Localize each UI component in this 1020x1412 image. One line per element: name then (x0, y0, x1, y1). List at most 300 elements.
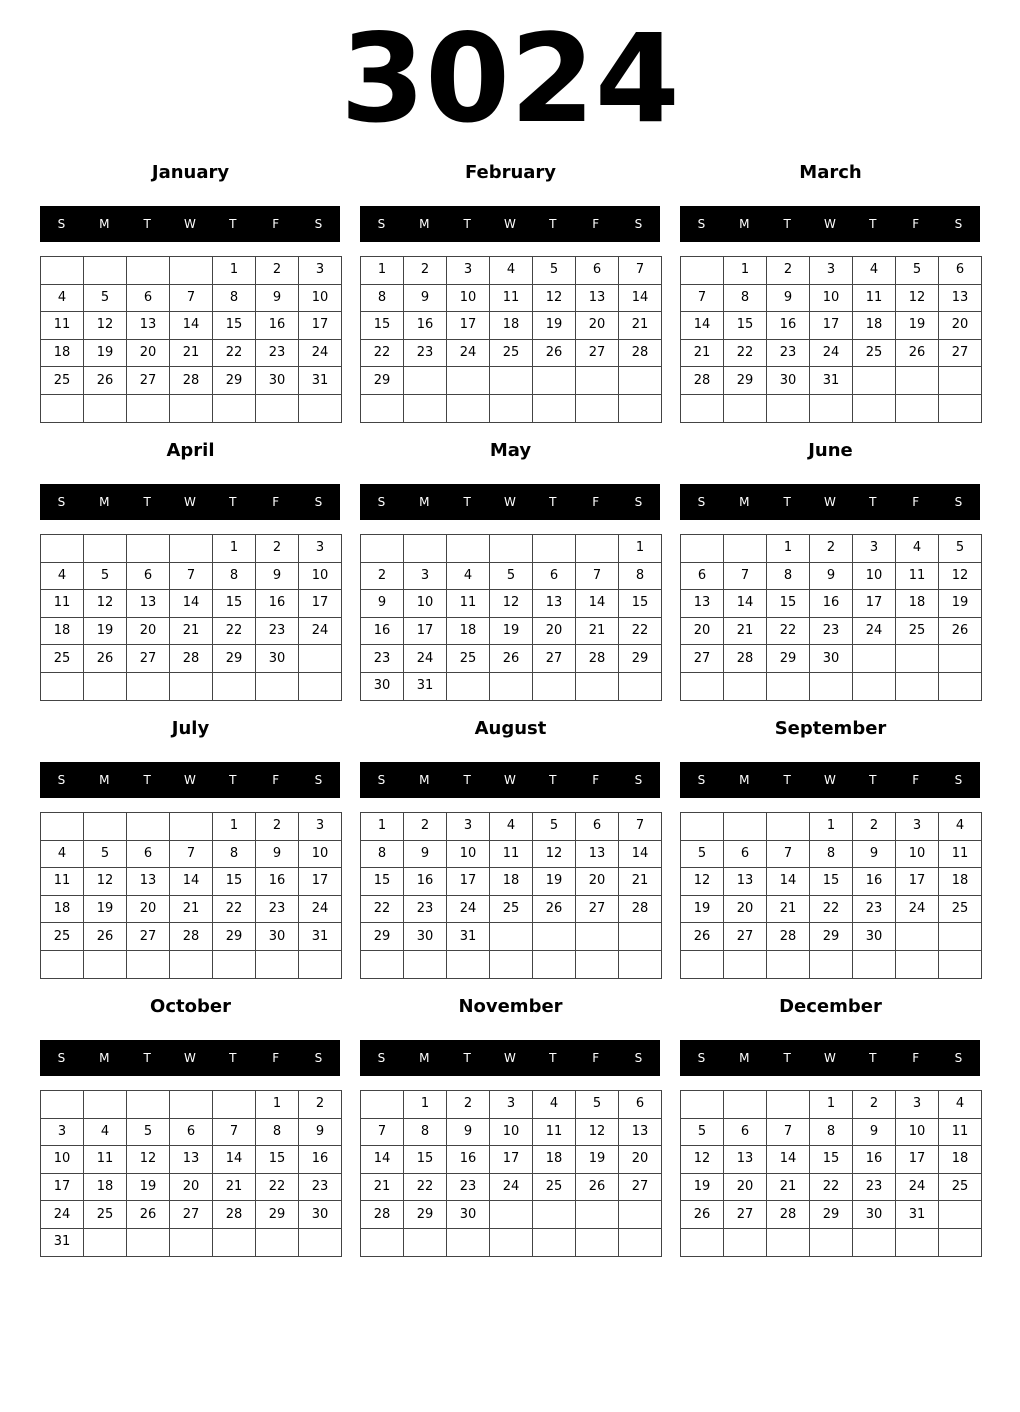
empty-cell (939, 1228, 982, 1256)
week-row (41, 923, 342, 951)
week-row (681, 617, 982, 645)
day-cell: 3 (447, 813, 490, 841)
week-row (361, 394, 662, 422)
week-row (41, 257, 342, 285)
weekday-header (40, 206, 340, 242)
day-cell: 17 (41, 1173, 84, 1201)
day-cell: 10 (41, 1146, 84, 1174)
week-row (361, 813, 662, 841)
day-cell: 22 (767, 617, 810, 645)
day-cell: 27 (619, 1173, 662, 1201)
day-cell: 4 (447, 562, 490, 590)
day-cell: 24 (853, 617, 896, 645)
empty-cell (404, 950, 447, 978)
weekday-label: F (912, 1051, 920, 1065)
day-cell: 5 (576, 1091, 619, 1119)
day-cell: 16 (853, 1146, 896, 1174)
empty-cell (853, 394, 896, 422)
day-cell: 3 (896, 813, 939, 841)
empty-cell (767, 394, 810, 422)
empty-cell (256, 950, 299, 978)
day-cell: 28 (767, 923, 810, 951)
day-cell: 16 (256, 590, 299, 618)
day-cell: 11 (41, 590, 84, 618)
empty-cell (896, 645, 939, 673)
week-row (361, 312, 662, 340)
day-cell: 19 (576, 1146, 619, 1174)
day-cell: 24 (299, 339, 342, 367)
day-cell: 29 (361, 923, 404, 951)
day-cell: 25 (533, 1173, 576, 1201)
day-cell: 29 (213, 367, 256, 395)
empty-cell (447, 672, 490, 700)
day-cell: 21 (724, 617, 767, 645)
week-row (361, 1173, 662, 1201)
empty-cell (767, 672, 810, 700)
day-cell: 12 (681, 1146, 724, 1174)
weekday-label: S (57, 773, 66, 787)
weekday-label: T (869, 773, 877, 787)
empty-cell (41, 672, 84, 700)
week-row (361, 645, 662, 673)
day-cell: 19 (533, 312, 576, 340)
day-cell: 9 (256, 284, 299, 312)
day-grid (360, 1090, 662, 1257)
weekday-label: T (229, 495, 237, 509)
empty-cell (767, 1091, 810, 1119)
day-cell: 3 (41, 1118, 84, 1146)
day-cell: 11 (447, 590, 490, 618)
day-cell: 16 (853, 868, 896, 896)
week-row (41, 590, 342, 618)
weekday-header (40, 1040, 340, 1076)
empty-cell (896, 923, 939, 951)
weekday-label: M (739, 217, 750, 231)
day-cell: 4 (853, 257, 896, 285)
weekday-label: W (504, 1051, 516, 1065)
day-cell: 27 (939, 339, 982, 367)
day-cell: 20 (533, 617, 576, 645)
empty-cell (490, 535, 533, 563)
day-cell: 18 (853, 312, 896, 340)
day-cell: 6 (724, 1118, 767, 1146)
month-title: June (808, 440, 853, 461)
day-cell: 30 (256, 367, 299, 395)
empty-cell (361, 394, 404, 422)
week-row (361, 1228, 662, 1256)
empty-cell (576, 1228, 619, 1256)
empty-cell (490, 950, 533, 978)
day-grid (40, 812, 342, 979)
day-cell: 22 (213, 617, 256, 645)
day-cell: 18 (939, 868, 982, 896)
day-cell: 28 (767, 1201, 810, 1229)
weekday-label: T (463, 1051, 471, 1065)
empty-cell (213, 950, 256, 978)
day-cell: 30 (404, 923, 447, 951)
day-cell: 2 (767, 257, 810, 285)
day-cell: 24 (41, 1201, 84, 1229)
day-cell: 8 (619, 562, 662, 590)
day-cell: 2 (256, 257, 299, 285)
day-cell: 29 (213, 923, 256, 951)
day-cell: 16 (256, 312, 299, 340)
day-cell: 13 (724, 868, 767, 896)
day-cell: 8 (213, 562, 256, 590)
day-cell: 1 (724, 257, 767, 285)
day-cell: 19 (896, 312, 939, 340)
week-row (361, 672, 662, 700)
empty-cell (533, 950, 576, 978)
day-cell: 3 (490, 1091, 533, 1119)
day-cell: 19 (490, 617, 533, 645)
day-cell: 16 (361, 617, 404, 645)
empty-cell (41, 535, 84, 563)
week-row (41, 813, 342, 841)
weekday-label: T (549, 773, 557, 787)
empty-cell (170, 950, 213, 978)
empty-cell (404, 367, 447, 395)
day-cell: 14 (619, 840, 662, 868)
empty-cell (853, 950, 896, 978)
day-cell: 27 (127, 923, 170, 951)
day-cell: 17 (404, 617, 447, 645)
day-cell: 27 (576, 339, 619, 367)
day-cell: 3 (853, 535, 896, 563)
day-cell: 10 (299, 562, 342, 590)
day-cell: 19 (84, 895, 127, 923)
day-cell: 24 (299, 895, 342, 923)
day-cell: 27 (127, 367, 170, 395)
day-cell: 16 (767, 312, 810, 340)
week-row (361, 1201, 662, 1229)
day-cell: 13 (724, 1146, 767, 1174)
day-cell: 7 (767, 1118, 810, 1146)
day-cell: 9 (256, 562, 299, 590)
day-grid (680, 1090, 982, 1257)
day-cell: 4 (41, 840, 84, 868)
day-cell: 4 (490, 257, 533, 285)
day-cell: 6 (170, 1118, 213, 1146)
day-cell: 25 (896, 617, 939, 645)
day-cell: 2 (810, 535, 853, 563)
empty-cell (127, 672, 170, 700)
day-cell: 15 (619, 590, 662, 618)
weekday-label: W (824, 495, 836, 509)
empty-cell (619, 394, 662, 422)
weekday-label: M (739, 773, 750, 787)
day-cell: 9 (256, 840, 299, 868)
empty-cell (213, 394, 256, 422)
day-cell: 5 (939, 535, 982, 563)
week-row (41, 868, 342, 896)
day-cell: 28 (170, 367, 213, 395)
week-row (41, 1173, 342, 1201)
day-cell: 30 (447, 1201, 490, 1229)
day-cell: 20 (576, 312, 619, 340)
day-cell: 7 (767, 840, 810, 868)
day-cell: 29 (724, 367, 767, 395)
weekday-label: S (634, 217, 643, 231)
day-cell: 5 (681, 840, 724, 868)
day-cell: 23 (404, 895, 447, 923)
weekday-label: M (739, 1051, 750, 1065)
day-cell: 24 (810, 339, 853, 367)
day-cell: 10 (299, 284, 342, 312)
day-cell: 12 (533, 284, 576, 312)
day-cell: 30 (810, 645, 853, 673)
empty-cell (127, 394, 170, 422)
empty-cell (299, 394, 342, 422)
empty-cell (84, 394, 127, 422)
empty-cell (127, 950, 170, 978)
week-row (41, 672, 342, 700)
day-cell: 18 (84, 1173, 127, 1201)
day-cell: 18 (533, 1146, 576, 1174)
day-cell: 13 (939, 284, 982, 312)
day-cell: 22 (213, 895, 256, 923)
weekday-label: S (634, 1051, 643, 1065)
day-cell: 21 (767, 1173, 810, 1201)
day-cell: 23 (256, 617, 299, 645)
day-cell: 9 (404, 284, 447, 312)
empty-cell (213, 1091, 256, 1119)
empty-cell (810, 394, 853, 422)
day-grid (680, 812, 982, 979)
day-cell: 12 (84, 590, 127, 618)
day-cell: 14 (767, 1146, 810, 1174)
empty-cell (84, 672, 127, 700)
week-row (41, 1146, 342, 1174)
week-row (361, 535, 662, 563)
weekday-label: S (377, 495, 386, 509)
weekday-label: M (419, 495, 430, 509)
day-cell: 25 (939, 895, 982, 923)
week-row (41, 950, 342, 978)
empty-cell (810, 950, 853, 978)
empty-cell (576, 672, 619, 700)
day-cell: 24 (490, 1173, 533, 1201)
day-cell: 2 (447, 1091, 490, 1119)
week-row (681, 257, 982, 285)
empty-cell (681, 257, 724, 285)
weekday-label: S (377, 217, 386, 231)
weekday-label: T (463, 495, 471, 509)
empty-cell (939, 367, 982, 395)
day-grid (40, 256, 342, 423)
day-cell: 28 (724, 645, 767, 673)
day-cell: 7 (213, 1118, 256, 1146)
day-cell: 30 (853, 923, 896, 951)
empty-cell (447, 394, 490, 422)
day-cell: 3 (404, 562, 447, 590)
weekday-label: F (272, 495, 280, 509)
day-cell: 14 (213, 1146, 256, 1174)
day-cell: 27 (724, 923, 767, 951)
empty-cell (490, 394, 533, 422)
empty-cell (767, 950, 810, 978)
empty-cell (170, 1228, 213, 1256)
day-cell: 5 (681, 1118, 724, 1146)
day-cell: 29 (810, 1201, 853, 1229)
empty-cell (533, 1201, 576, 1229)
weekday-label: W (184, 773, 196, 787)
week-row (361, 950, 662, 978)
day-cell: 28 (361, 1201, 404, 1229)
empty-cell (84, 813, 127, 841)
empty-cell (170, 535, 213, 563)
day-cell: 4 (896, 535, 939, 563)
day-cell: 5 (127, 1118, 170, 1146)
day-cell: 19 (84, 339, 127, 367)
empty-cell (724, 672, 767, 700)
day-cell: 14 (681, 312, 724, 340)
day-grid (40, 1090, 342, 1257)
day-cell: 25 (84, 1201, 127, 1229)
weekday-label: S (57, 217, 66, 231)
weekday-label: T (869, 217, 877, 231)
weekday-label: T (229, 217, 237, 231)
day-cell: 31 (299, 923, 342, 951)
weekday-label: M (99, 773, 110, 787)
empty-cell (681, 950, 724, 978)
day-grid (680, 256, 982, 423)
day-cell: 12 (533, 840, 576, 868)
day-cell: 30 (767, 367, 810, 395)
day-cell: 8 (724, 284, 767, 312)
weekday-header (680, 762, 980, 798)
weekday-label: M (99, 495, 110, 509)
day-cell: 11 (939, 1118, 982, 1146)
day-cell: 20 (619, 1146, 662, 1174)
day-cell: 23 (447, 1173, 490, 1201)
empty-cell (404, 1228, 447, 1256)
day-cell: 20 (127, 895, 170, 923)
weekday-label: T (869, 1051, 877, 1065)
day-cell: 8 (213, 284, 256, 312)
day-cell: 10 (853, 562, 896, 590)
week-row (361, 1146, 662, 1174)
empty-cell (84, 1091, 127, 1119)
week-row (681, 840, 982, 868)
weekday-label: S (314, 773, 323, 787)
empty-cell (127, 813, 170, 841)
day-cell: 13 (681, 590, 724, 618)
day-cell: 21 (619, 868, 662, 896)
day-cell: 23 (256, 895, 299, 923)
day-cell: 25 (41, 367, 84, 395)
empty-cell (84, 257, 127, 285)
day-cell: 12 (127, 1146, 170, 1174)
empty-cell (299, 1228, 342, 1256)
empty-cell (256, 394, 299, 422)
day-cell: 1 (810, 813, 853, 841)
day-cell: 10 (299, 840, 342, 868)
day-cell: 15 (724, 312, 767, 340)
day-cell: 1 (213, 257, 256, 285)
day-cell: 30 (256, 923, 299, 951)
week-row (41, 1228, 342, 1256)
day-cell: 30 (299, 1201, 342, 1229)
empty-cell (299, 645, 342, 673)
day-cell: 5 (896, 257, 939, 285)
day-cell: 23 (853, 1173, 896, 1201)
weekday-label: T (143, 773, 151, 787)
month-title: July (171, 718, 210, 739)
day-cell: 29 (619, 645, 662, 673)
weekday-label: M (419, 773, 430, 787)
week-row (361, 367, 662, 395)
day-cell: 9 (299, 1118, 342, 1146)
weekday-label: S (697, 495, 706, 509)
day-grid (40, 534, 342, 701)
day-cell: 6 (619, 1091, 662, 1119)
day-cell: 4 (533, 1091, 576, 1119)
weekday-label: M (99, 217, 110, 231)
day-cell: 16 (810, 590, 853, 618)
day-cell: 11 (853, 284, 896, 312)
day-cell: 30 (853, 1201, 896, 1229)
day-cell: 6 (127, 840, 170, 868)
week-row (681, 1146, 982, 1174)
week-row (361, 257, 662, 285)
empty-cell (619, 367, 662, 395)
empty-cell (576, 535, 619, 563)
day-cell: 10 (896, 840, 939, 868)
day-cell: 28 (170, 645, 213, 673)
day-cell: 6 (127, 562, 170, 590)
weekday-label: S (57, 1051, 66, 1065)
day-cell: 31 (299, 367, 342, 395)
empty-cell (447, 950, 490, 978)
day-cell: 9 (810, 562, 853, 590)
day-grid (360, 534, 662, 701)
day-cell: 7 (724, 562, 767, 590)
week-row (41, 645, 342, 673)
empty-cell (170, 813, 213, 841)
day-cell: 1 (361, 257, 404, 285)
empty-cell (41, 394, 84, 422)
week-row (681, 1118, 982, 1146)
month-title: August (474, 718, 547, 739)
empty-cell (361, 950, 404, 978)
empty-cell (41, 257, 84, 285)
day-cell: 17 (896, 868, 939, 896)
empty-cell (767, 813, 810, 841)
week-row (681, 367, 982, 395)
day-cell: 6 (724, 840, 767, 868)
day-cell: 11 (41, 312, 84, 340)
day-cell: 19 (533, 868, 576, 896)
day-cell: 11 (84, 1146, 127, 1174)
empty-cell (939, 950, 982, 978)
day-cell: 23 (767, 339, 810, 367)
day-cell: 26 (576, 1173, 619, 1201)
empty-cell (490, 923, 533, 951)
day-cell: 1 (767, 535, 810, 563)
weekday-label: M (419, 1051, 430, 1065)
month-title: April (166, 440, 215, 461)
day-cell: 12 (681, 868, 724, 896)
day-cell: 18 (490, 312, 533, 340)
month-title: October (150, 996, 231, 1017)
day-cell: 17 (447, 868, 490, 896)
empty-cell (447, 535, 490, 563)
day-cell: 13 (576, 840, 619, 868)
day-cell: 14 (170, 312, 213, 340)
day-cell: 7 (576, 562, 619, 590)
day-cell: 28 (681, 367, 724, 395)
